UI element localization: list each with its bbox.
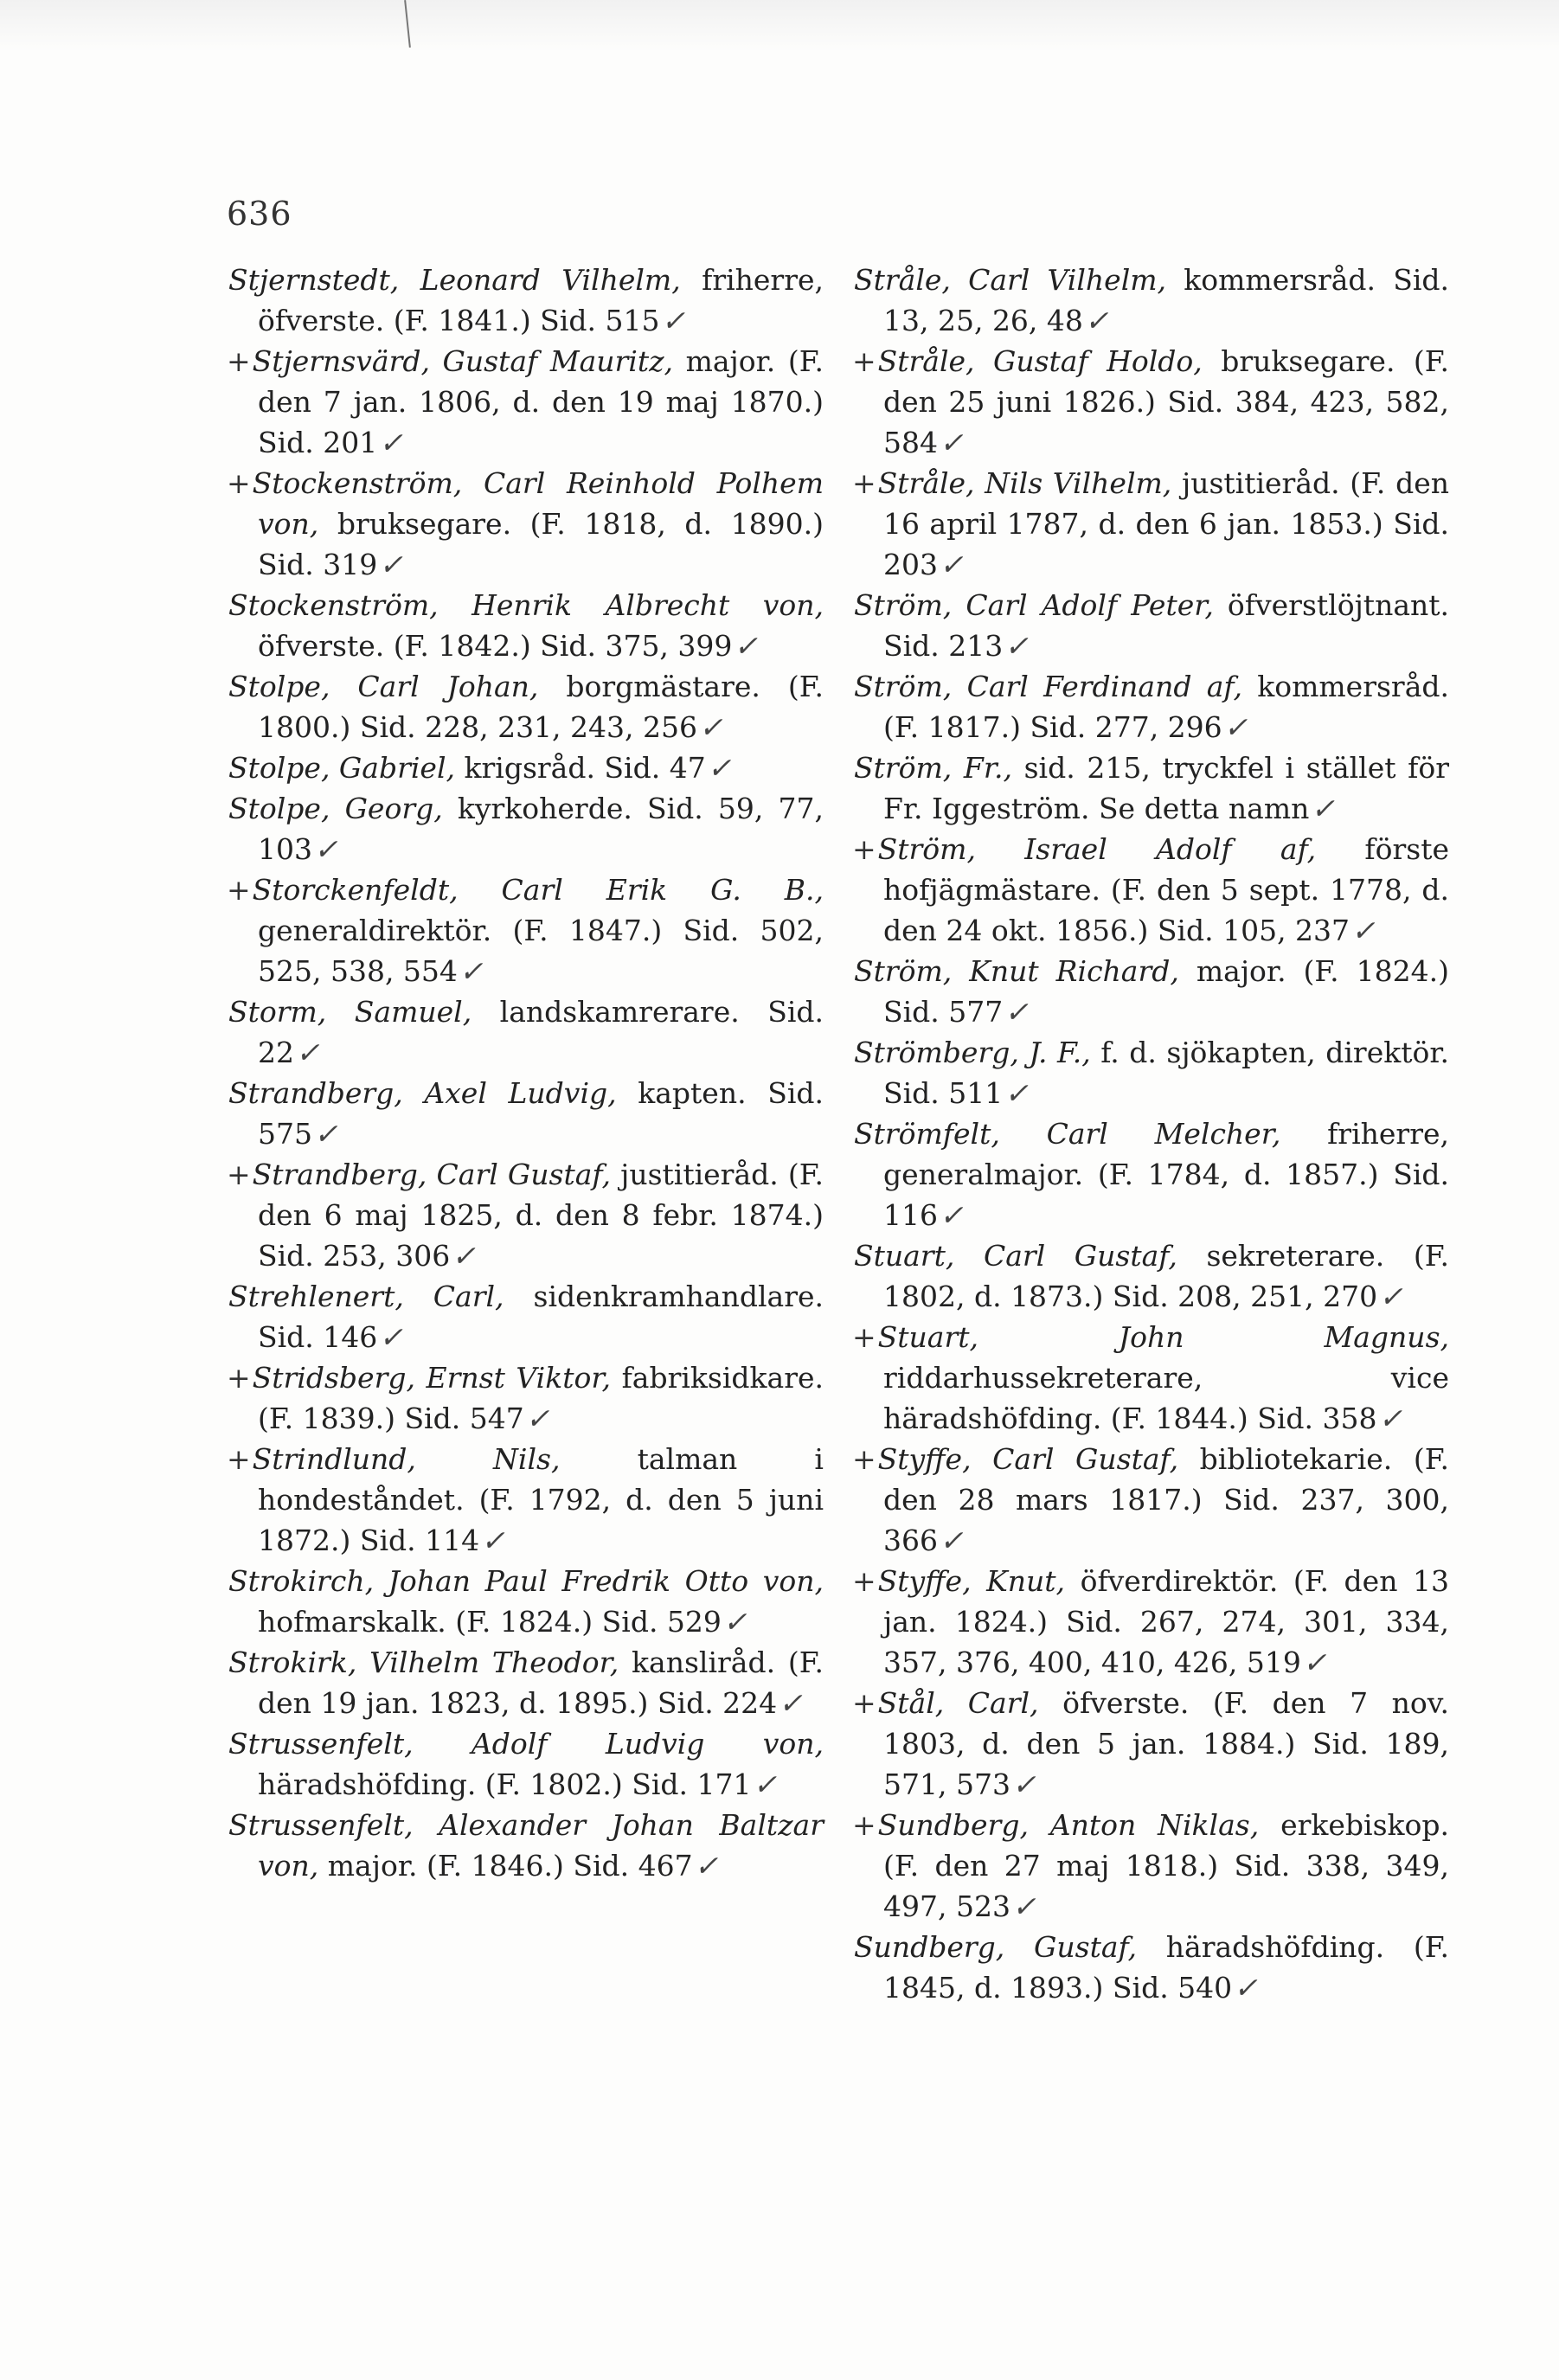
check-mark-icon: ✓ — [753, 1767, 778, 1801]
check-mark-icon: ✓ — [661, 304, 686, 337]
check-mark-icon: ✓ — [707, 751, 732, 785]
entry-details: sid. 215, tryckfel i stället för Fr. Iggeström. Se detta namn — [883, 751, 1450, 825]
index-entry — [227, 788, 824, 869]
index-entry — [227, 666, 824, 747]
entry-name: Stridsberg, Ernst Viktor, — [252, 1361, 611, 1395]
deceased-mark: + — [852, 1808, 876, 1842]
entry-details: hofmarskalk. (F. 1824.) Sid. 529 — [258, 1605, 722, 1639]
entry-details: justitieråd. (F. den 6 maj 1825, d. den 8 febr. 1874.) Sid. 253, 306 — [258, 1158, 824, 1273]
check-mark-icon: ✓ — [1223, 710, 1248, 744]
entry-name: Storm, Samuel, — [228, 995, 472, 1029]
entry-name: Styffe, Carl Gustaf, — [877, 1442, 1179, 1476]
entry-details: f. d. sjökapten, direktör. Sid. 511 — [883, 1036, 1450, 1110]
entry-details: bruksegare. (F. den 25 juni 1826.) Sid. 384, 423, 582, 584 — [883, 344, 1449, 459]
index-entry — [852, 341, 1449, 463]
check-mark-icon: ✓ — [1311, 792, 1336, 825]
entry-details: häradshöfding. (F. 1845, d. 1893.) Sid. 540 — [883, 1930, 1449, 2005]
entry-details: erkebiskop. (F. den 27 maj 1818.) Sid. 338, 349, 497, 523 — [883, 1808, 1449, 1923]
entry-name: Ström, Knut Richard, — [854, 954, 1179, 988]
check-mark-icon: ✓ — [1011, 1767, 1036, 1801]
check-mark-icon: ✓ — [379, 426, 403, 459]
entry-name: Strokirch, Johan Paul Fredrik Otto von, — [228, 1564, 824, 1598]
index-entry — [852, 951, 1449, 1032]
entry-name: Stråle, Gustaf Holdo, — [877, 344, 1203, 378]
entry-name: Strindlund, Nils, — [252, 1442, 561, 1476]
index-entry — [227, 869, 824, 991]
entry-details: öfverste. (F. 1842.) Sid. 375, 399 — [258, 629, 733, 663]
entry-details: justitieråd. (F. den 16 april 1787, d. den 6 jan. 1853.) Sid. 203 — [883, 466, 1449, 581]
check-mark-icon: ✓ — [734, 629, 759, 663]
check-mark-icon: ✓ — [452, 1239, 476, 1273]
check-mark-icon: ✓ — [1011, 1889, 1036, 1923]
entry-details: krigsråd. Sid. 47 — [455, 751, 706, 785]
index-entry — [852, 1561, 1449, 1683]
entry-details: sekreterare. (F. 1802, d. 1873.) Sid. 208, 251, 270 — [883, 1239, 1449, 1313]
check-mark-icon: ✓ — [459, 954, 484, 988]
entry-details: friherre, generalmajor. (F. 1784, d. 1857.) Sid. 116 — [883, 1117, 1449, 1232]
entry-name: Strömfelt, Carl Melcher, — [854, 1117, 1281, 1151]
entry-details: riddarhussekreterare, vice häradshöfding. (F. 1844.) Sid. 358 — [883, 1361, 1449, 1435]
index-entry — [227, 585, 824, 666]
deceased-mark: + — [227, 344, 251, 378]
entry-name: Stolpe, Carl Johan, — [228, 670, 539, 703]
check-mark-icon: ✓ — [699, 710, 723, 744]
index-entry — [852, 829, 1449, 951]
entry-name: Stuart, Carl Gustaf, — [854, 1239, 1177, 1273]
check-mark-icon: ✓ — [940, 1198, 964, 1232]
entry-name: Strehlenert, Carl, — [228, 1280, 504, 1313]
check-mark-icon: ✓ — [296, 1036, 320, 1069]
check-mark-icon: ✓ — [314, 1117, 338, 1151]
entry-name: Stuart, John Magnus, — [877, 1320, 1449, 1354]
index-entry — [852, 1683, 1449, 1805]
entry-details: öfverdirektör. (F. den 13 jan. 1824.) Sid. 267, 274, 301, 334, 357, 376, 400, 410, 426, 519 — [883, 1564, 1449, 1679]
index-entry — [852, 747, 1449, 829]
entry-details: fabriksidkare. (F. 1839.) Sid. 547 — [258, 1361, 824, 1435]
entry-details: kommersråd. (F. 1817.) Sid. 277, 296 — [883, 670, 1449, 744]
entry-details: kapten. Sid. 575 — [258, 1076, 824, 1151]
deceased-mark: + — [852, 1320, 876, 1354]
entry-name: Stockenström, Carl Reinhold Polhem von, — [252, 466, 824, 541]
entry-name: Strokirk, Vilhelm Theodor, — [228, 1645, 619, 1679]
deceased-mark: + — [852, 1564, 876, 1598]
entry-details: kommersråd. Sid. 13, 25, 26, 48 — [883, 263, 1449, 337]
entry-name: Strömberg, J. F., — [854, 1036, 1091, 1069]
index-entry — [852, 260, 1449, 341]
deceased-mark: + — [852, 344, 876, 378]
index-entry — [227, 1561, 824, 1642]
index-entry — [227, 1154, 824, 1276]
entry-name: Ström, Carl Ferdinand af, — [854, 670, 1242, 703]
index-entry — [227, 747, 824, 788]
index-entry — [852, 1927, 1449, 2008]
check-mark-icon: ✓ — [314, 832, 338, 866]
check-mark-icon: ✓ — [1379, 1280, 1403, 1313]
index-entry — [227, 341, 824, 463]
index-entry — [227, 260, 824, 341]
entry-details: kyrkoherde. Sid. 59, 77, 103 — [258, 792, 824, 866]
index-entry — [852, 1439, 1449, 1561]
entry-details: talman i hondeståndet. (F. 1792, d. den 5 juni 1872.) Sid. 114 — [258, 1442, 824, 1557]
entry-details: major. (F. 1846.) Sid. 467 — [318, 1849, 693, 1883]
left-column — [227, 260, 824, 1886]
index-entry — [852, 666, 1449, 747]
check-mark-icon: ✓ — [379, 1320, 403, 1354]
deceased-mark: + — [227, 873, 251, 907]
index-entry — [852, 1032, 1449, 1113]
check-mark-icon: ✓ — [1004, 995, 1029, 1029]
entry-name: Stål, Carl, — [877, 1686, 1039, 1720]
right-column — [852, 260, 1449, 2008]
entry-details: major. (F. den 7 jan. 1806, d. den 19 maj 1870.) Sid. 201 — [258, 344, 824, 459]
index-entry — [227, 1723, 824, 1805]
entry-name: Styffe, Knut, — [877, 1564, 1066, 1598]
entry-details: borgmästare. (F. 1800.) Sid. 228, 231, 243, 256 — [258, 670, 824, 744]
entry-details: generaldirektör. (F. 1847.) Sid. 502, 525, 538, 554 — [258, 914, 824, 988]
index-entry — [852, 1317, 1449, 1439]
entry-name: Stjernstedt, Leonard Vilhelm, — [228, 263, 681, 297]
entry-name: Stolpe, Gabriel, — [228, 751, 455, 785]
check-mark-icon: ✓ — [940, 426, 964, 459]
check-mark-icon: ✓ — [722, 1605, 747, 1639]
check-mark-icon: ✓ — [379, 548, 403, 581]
index-entry — [852, 1113, 1449, 1235]
index-entry — [227, 1805, 824, 1886]
entry-details: friherre, öfverste. (F. 1841.) Sid. 515 — [258, 263, 824, 337]
deceased-mark: + — [852, 1442, 876, 1476]
index-entry — [227, 1073, 824, 1154]
check-mark-icon: ✓ — [1004, 1076, 1029, 1110]
index-entry — [852, 585, 1449, 666]
entry-name: Sundberg, Anton Niklas, — [877, 1808, 1260, 1842]
deceased-mark: + — [227, 1442, 251, 1476]
check-mark-icon: ✓ — [940, 548, 964, 581]
entry-details: häradshöfding. (F. 1802.) Sid. 171 — [258, 1767, 752, 1801]
entry-name: Strandberg, Axel Ludvig, — [228, 1076, 617, 1110]
deceased-mark: + — [852, 466, 876, 500]
deceased-mark: + — [852, 832, 876, 866]
check-mark-icon: ✓ — [1084, 304, 1109, 337]
index-entry — [227, 1357, 824, 1439]
index-entry — [227, 1276, 824, 1357]
entry-name: Storckenfeldt, Carl Erik G. B., — [252, 873, 824, 907]
entry-details: bruksegare. (F. 1818, d. 1890.) Sid. 319 — [258, 507, 824, 581]
index-entry — [227, 1439, 824, 1561]
entry-name: Stockenström, Henrik Albrecht von, — [228, 588, 824, 622]
entry-details: sidenkramhandlare. Sid. 146 — [258, 1280, 824, 1354]
entry-name: Stråle, Carl Vilhelm, — [854, 263, 1167, 297]
check-mark-icon: ✓ — [1378, 1402, 1403, 1435]
entry-details: bibliotekarie. (F. den 28 mars 1817.) Sid. 237, 300, 366 — [883, 1442, 1449, 1557]
entry-details: kansliråd. (F. den 19 jan. 1823, d. 1895.) Sid. 224 — [258, 1645, 824, 1720]
deceased-mark: + — [852, 1686, 876, 1720]
check-mark-icon: ✓ — [940, 1524, 964, 1557]
index-entry — [227, 463, 824, 585]
entry-details: major. (F. 1824.) Sid. 577 — [883, 954, 1449, 1029]
check-mark-icon: ✓ — [1351, 914, 1376, 947]
entry-name: Stolpe, Georg, — [228, 792, 443, 825]
entry-name: Strussenfelt, Adolf Ludvig von, — [228, 1727, 824, 1761]
entry-name: Ström, Israel Adolf af, — [877, 832, 1317, 866]
entry-name: Stjernsvärd, Gustaf Mauritz, — [252, 344, 673, 378]
entry-name: Ström, Fr., — [854, 751, 1012, 785]
deceased-mark: + — [227, 1361, 251, 1395]
check-mark-icon: ✓ — [1234, 1971, 1258, 2005]
deceased-mark: + — [227, 466, 251, 500]
check-mark-icon: ✓ — [481, 1524, 505, 1557]
index-entry — [852, 463, 1449, 585]
entry-name: Sundberg, Gustaf, — [854, 1930, 1138, 1964]
entry-details: landskamrerare. Sid. 22 — [258, 995, 824, 1069]
check-mark-icon: ✓ — [1004, 629, 1029, 663]
entry-details: öfverste. (F. den 7 nov. 1803, d. den 5 jan. 1884.) Sid. 189, 571, 573 — [883, 1686, 1449, 1801]
index-entry — [227, 1642, 824, 1723]
entry-name: Strussenfelt, Alexander Johan Baltzar von, — [228, 1808, 824, 1883]
index-entry — [852, 1235, 1449, 1317]
check-mark-icon: ✓ — [694, 1849, 719, 1883]
entry-details: förste hofjägmästare. (F. den 5 sept. 1778, d. den 24 okt. 1856.) Sid. 105, 237 — [883, 832, 1449, 947]
index-entry — [852, 1805, 1449, 1927]
page-number: 636 — [227, 195, 292, 233]
entry-name: Ström, Carl Adolf Peter, — [854, 588, 1214, 622]
entry-name: Strandberg, Carl Gustaf, — [252, 1158, 611, 1191]
scan-shadow — [0, 0, 1559, 52]
check-mark-icon: ✓ — [525, 1402, 550, 1435]
check-mark-icon: ✓ — [1302, 1645, 1327, 1679]
index-entry — [227, 991, 824, 1073]
deceased-mark: + — [227, 1158, 251, 1191]
check-mark-icon: ✓ — [779, 1686, 803, 1720]
entry-name: Stråle, Nils Vilhelm, — [877, 466, 1172, 500]
entry-details: öfverstlöjtnant. Sid. 213 — [883, 588, 1450, 663]
